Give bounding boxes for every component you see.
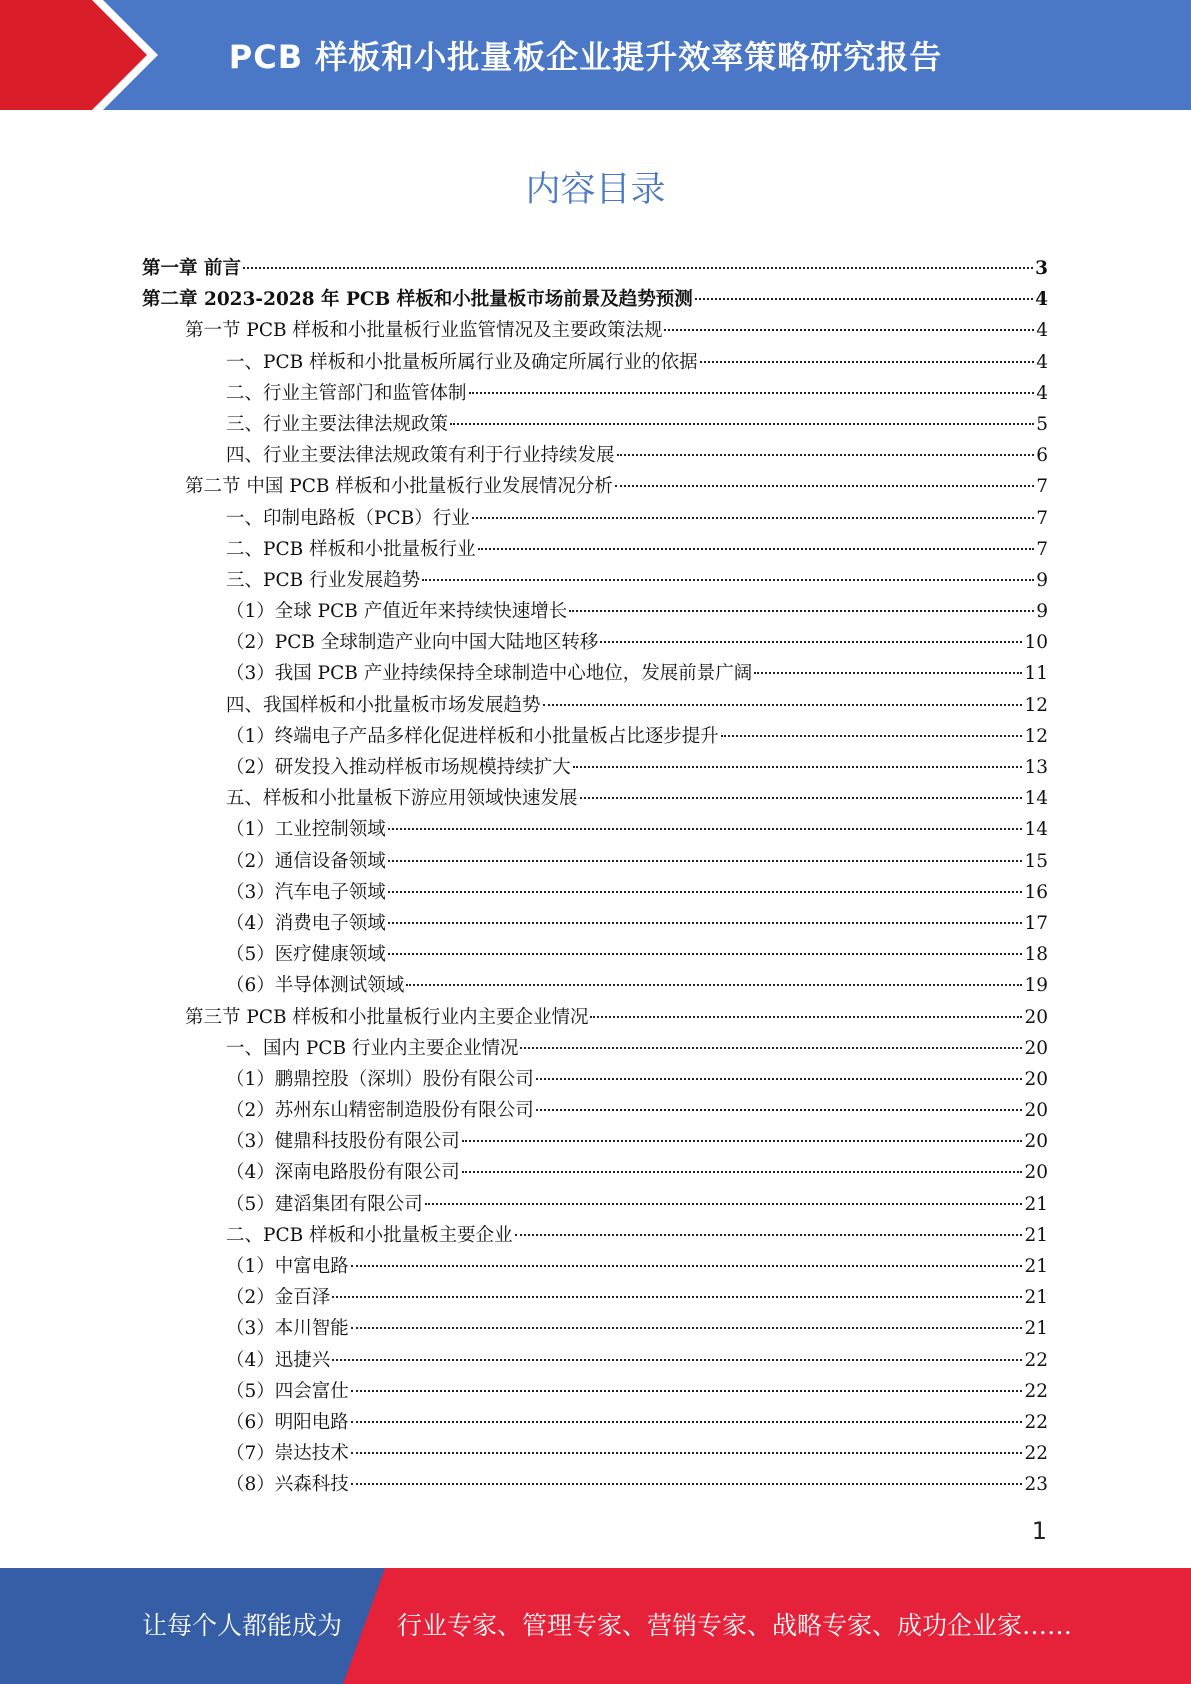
toc-entry-page: 7 (1036, 538, 1048, 560)
toc-entry-page: 13 (1024, 757, 1048, 778)
toc-entry-title: 第三节 PCB 样板和小批量板行业内主要企业情况 (185, 1006, 589, 1028)
toc-entry[interactable] (142, 846, 1048, 877)
toc-entry[interactable] (142, 627, 1048, 658)
toc-entry[interactable] (142, 1157, 1048, 1188)
toc-entry[interactable] (142, 440, 1048, 471)
toc-entry[interactable] (142, 409, 1048, 440)
toc-dot-leader (721, 735, 1023, 737)
toc-entry-page: 11 (1024, 663, 1048, 685)
toc-entry[interactable] (142, 1033, 1048, 1064)
toc-dot-leader (472, 517, 1035, 519)
toc-entry-title: （3）本川智能 (226, 1318, 349, 1340)
header-red-arrow-decoration (0, 0, 150, 110)
report-title-text: PCB 样板和小批量板企业提升效率策略研究报告 (228, 38, 943, 76)
toc-entry-title: （2）PCB 全球制造产业向中国大陆地区转移 (226, 632, 599, 654)
toc-dot-leader (462, 1140, 1023, 1142)
toc-dot-leader (388, 828, 1023, 830)
toc-entry[interactable] (142, 1282, 1048, 1313)
toc-entry-title: （2）苏州东山精密制造股份有限公司 (226, 1100, 534, 1122)
toc-entry-page: 16 (1024, 881, 1048, 903)
toc-dot-leader (664, 329, 1034, 331)
toc-entry[interactable] (142, 690, 1048, 721)
toc-entry-page: 14 (1024, 819, 1048, 841)
toc-entry-title: 二、行业主管部门和监管体制 (226, 382, 467, 404)
toc-entry-page: 21 (1024, 1256, 1048, 1277)
toc-entry-page: 9 (1036, 569, 1048, 591)
toc-entry[interactable] (142, 970, 1048, 1001)
toc-entry[interactable] (142, 534, 1048, 565)
toc-dot-leader (580, 797, 1023, 799)
toc-entry-page: 21 (1024, 1224, 1048, 1246)
toc-dot-leader (469, 392, 1035, 394)
toc-entry-page: 22 (1024, 1411, 1048, 1433)
toc-entry-title: 三、行业主要法律法规政策 (226, 413, 449, 435)
toc-entry-title: （7）崇达技术 (226, 1443, 349, 1465)
toc-entry-page: 23 (1024, 1474, 1048, 1496)
toc-entry[interactable] (142, 658, 1048, 689)
toc-entry-title: 一、印制电路板（PCB）行业 (226, 507, 470, 529)
toc-entry-title: （5）四会富仕 (226, 1380, 349, 1402)
toc-entry[interactable] (142, 284, 1048, 315)
toc-dot-leader (388, 891, 1023, 893)
toc-entry[interactable] (142, 1095, 1048, 1126)
toc-entry-title: 四、行业主要法律法规政策有利于行业持续发展 (226, 445, 615, 467)
toc-entry-page: 3 (1035, 258, 1048, 279)
toc-entry-page: 7 (1036, 507, 1048, 529)
toc-entry-title: 第二节 中国 PCB 样板和小批量板行业发展情况分析 (185, 476, 613, 498)
toc-entry-title: （2）研发投入推动样板市场规模持续扩大 (226, 757, 571, 778)
toc-entry[interactable] (142, 596, 1048, 627)
toc-entry-title: （1）中富电路 (226, 1256, 349, 1277)
toc-entry-title: （5）医疗健康领域 (226, 944, 386, 966)
toc-entry-title: （2）通信设备领域 (226, 850, 386, 872)
toc-entry-title: （4）迅捷兴 (226, 1349, 331, 1371)
toc-dot-leader (478, 548, 1035, 550)
toc-entry-title: （3）我国 PCB 产业持续保持全球制造中心地位，发展前景广阔 (226, 663, 753, 685)
toc-entry-title: （6）半导体测试领域 (226, 975, 405, 997)
toc-entry[interactable] (142, 1064, 1048, 1095)
toc-entry[interactable] (142, 1438, 1048, 1469)
toc-entry-page: 7 (1036, 476, 1048, 498)
toc-entry-page: 15 (1024, 850, 1048, 872)
toc-entry-title: 三、PCB 行业发展趋势 (226, 569, 421, 591)
toc-entry[interactable] (142, 253, 1048, 284)
header-banner (0, 0, 1191, 110)
toc-entry-title: 五、样板和小批量板下游应用领域快速发展 (226, 788, 578, 810)
toc-dot-leader (243, 267, 1033, 269)
toc-entry-title: （1）终端电子产品多样化促进样板和小批量板占比逐步提升 (226, 725, 719, 747)
toc-entry-page: 20 (1024, 1037, 1048, 1059)
toc-entry-page: 21 (1024, 1193, 1048, 1215)
toc-dot-leader (406, 984, 1022, 986)
toc-entry-title: 第一节 PCB 样板和小批量板行业监管情况及主要政策法规 (185, 320, 663, 342)
toc-entry-page: 21 (1024, 1318, 1048, 1340)
toc-dot-leader (351, 1452, 1023, 1454)
toc-dot-leader (515, 1234, 1023, 1236)
toc-entry[interactable] (142, 565, 1048, 596)
toc-dot-leader (573, 766, 1023, 768)
toc-entry-page: 10 (1024, 632, 1048, 654)
toc-entry[interactable] (142, 1345, 1048, 1376)
toc-entry[interactable] (142, 1313, 1048, 1344)
toc-entry-page: 9 (1036, 601, 1048, 623)
toc-entry[interactable] (142, 1126, 1048, 1157)
toc-entry-page: 4 (1036, 382, 1048, 404)
footer-banner (0, 1568, 1191, 1684)
toc-entry-title: （6）明阳电路 (226, 1411, 349, 1433)
toc-entry[interactable] (142, 939, 1048, 970)
toc-entry[interactable] (142, 503, 1048, 534)
toc-dot-leader (351, 1421, 1023, 1423)
toc-entry[interactable] (142, 1220, 1048, 1251)
toc-entry-page: 20 (1024, 1162, 1048, 1184)
toc-dot-leader (600, 641, 1022, 643)
toc-dot-leader (536, 1078, 1023, 1080)
toc-dot-leader (536, 1109, 1023, 1111)
toc-entry-page: 22 (1024, 1443, 1048, 1465)
toc-entry[interactable] (142, 877, 1048, 908)
toc-entry-page: 19 (1024, 975, 1048, 997)
toc-dot-leader (422, 579, 1034, 581)
toc-heading: 内容目录 (525, 170, 666, 210)
toc-dot-leader (590, 1016, 1022, 1018)
toc-dot-leader (388, 860, 1023, 862)
toc-dot-leader (754, 672, 1022, 674)
toc-dot-leader (425, 1203, 1023, 1205)
toc-entry-title: 四、我国样板和小批量板市场发展趋势 (226, 694, 541, 716)
toc-entry[interactable] (142, 1407, 1048, 1438)
toc-entry[interactable] (142, 1251, 1048, 1282)
table-of-contents (142, 253, 1048, 1501)
toc-entry-page: 12 (1024, 694, 1048, 716)
toc-entry-page: 21 (1024, 1287, 1048, 1309)
toc-entry-page: 20 (1024, 1131, 1048, 1153)
toc-dot-leader (543, 704, 1023, 706)
toc-dot-leader (462, 1171, 1023, 1173)
toc-entry-title: （3）汽车电子领域 (226, 881, 386, 903)
toc-entry-page: 4 (1036, 351, 1048, 373)
toc-entry-page: 4 (1035, 289, 1048, 311)
toc-dot-leader (695, 298, 1033, 300)
toc-entry-title: 一、PCB 样板和小批量板所属行业及确定所属行业的依据 (226, 351, 698, 373)
toc-entry[interactable] (142, 1469, 1048, 1500)
toc-entry-title: （4）消费电子领域 (226, 912, 386, 934)
toc-dot-leader (617, 454, 1035, 456)
toc-entry-title: 二、PCB 样板和小批量板主要企业 (226, 1224, 513, 1246)
toc-entry-page: 12 (1024, 725, 1048, 747)
toc-dot-leader (351, 1327, 1023, 1329)
toc-entry-page: 4 (1036, 320, 1048, 342)
toc-entry[interactable] (142, 347, 1048, 378)
footer-slogan-left: 让每个人都能成为 (142, 1611, 343, 1640)
footer-slogan-right: 行业专家、管理专家、营销专家、战略专家、成功企业家…… (397, 1611, 1073, 1640)
toc-dot-leader (388, 953, 1023, 955)
toc-dot-leader (332, 1296, 1022, 1298)
toc-entry[interactable] (142, 752, 1048, 783)
toc-entry[interactable] (142, 908, 1048, 939)
toc-entry-title: （4）深南电路股份有限公司 (226, 1162, 460, 1184)
toc-entry-page: 20 (1024, 1100, 1048, 1122)
toc-entry-title: （2）金百泽 (226, 1287, 331, 1309)
toc-entry[interactable] (142, 315, 1048, 346)
toc-entry[interactable] (142, 721, 1048, 752)
report-title (170, 0, 1191, 110)
toc-entry-title: （1）鹏鼎控股（深圳）股份有限公司 (226, 1068, 534, 1090)
toc-dot-leader (332, 1359, 1022, 1361)
toc-dot-leader (520, 1047, 1022, 1049)
toc-entry-title: 第一章 前言 (142, 258, 241, 279)
toc-entry-title: 一、国内 PCB 行业内主要企业情况 (226, 1037, 519, 1059)
toc-dot-leader (615, 485, 1034, 487)
toc-entry[interactable] (142, 1376, 1048, 1407)
toc-dot-leader (351, 1483, 1023, 1485)
toc-entry-title: （1）全球 PCB 产值近年来持续快速增长 (226, 601, 568, 623)
toc-entry-page: 6 (1036, 445, 1048, 467)
toc-entry-page: 17 (1024, 912, 1048, 934)
toc-entry-page: 20 (1024, 1068, 1048, 1090)
toc-entry-page: 14 (1024, 788, 1048, 810)
toc-entry-title: （8）兴森科技 (226, 1474, 349, 1496)
toc-entry[interactable] (142, 1189, 1048, 1220)
toc-entry-page: 5 (1036, 413, 1048, 435)
toc-entry-page: 18 (1024, 944, 1048, 966)
toc-dot-leader (351, 1265, 1023, 1267)
toc-dot-leader (351, 1390, 1023, 1392)
toc-dot-leader (569, 610, 1034, 612)
toc-entry-title: （1）工业控制领域 (226, 819, 386, 841)
toc-entry[interactable] (142, 378, 1048, 409)
page-number: 1 (1031, 1517, 1047, 1545)
toc-entry-page: 20 (1024, 1006, 1048, 1028)
toc-dot-leader (450, 423, 1034, 425)
toc-entry[interactable] (142, 814, 1048, 845)
toc-entry-title: （5）建滔集团有限公司 (226, 1193, 423, 1215)
toc-entry[interactable] (142, 471, 1048, 502)
toc-entry[interactable] (142, 1002, 1048, 1033)
toc-entry-title: 第二章 2023-2028 年 PCB 样板和小批量板市场前景及趋势预测 (142, 289, 693, 311)
toc-entry[interactable] (142, 783, 1048, 814)
toc-entry-page: 22 (1024, 1349, 1048, 1371)
toc-dot-leader (700, 361, 1035, 363)
toc-entry-title: （3）健鼎科技股份有限公司 (226, 1131, 460, 1153)
toc-dot-leader (388, 922, 1023, 924)
toc-entry-page: 22 (1024, 1380, 1048, 1402)
toc-entry-title: 二、PCB 样板和小批量板行业 (226, 538, 476, 560)
